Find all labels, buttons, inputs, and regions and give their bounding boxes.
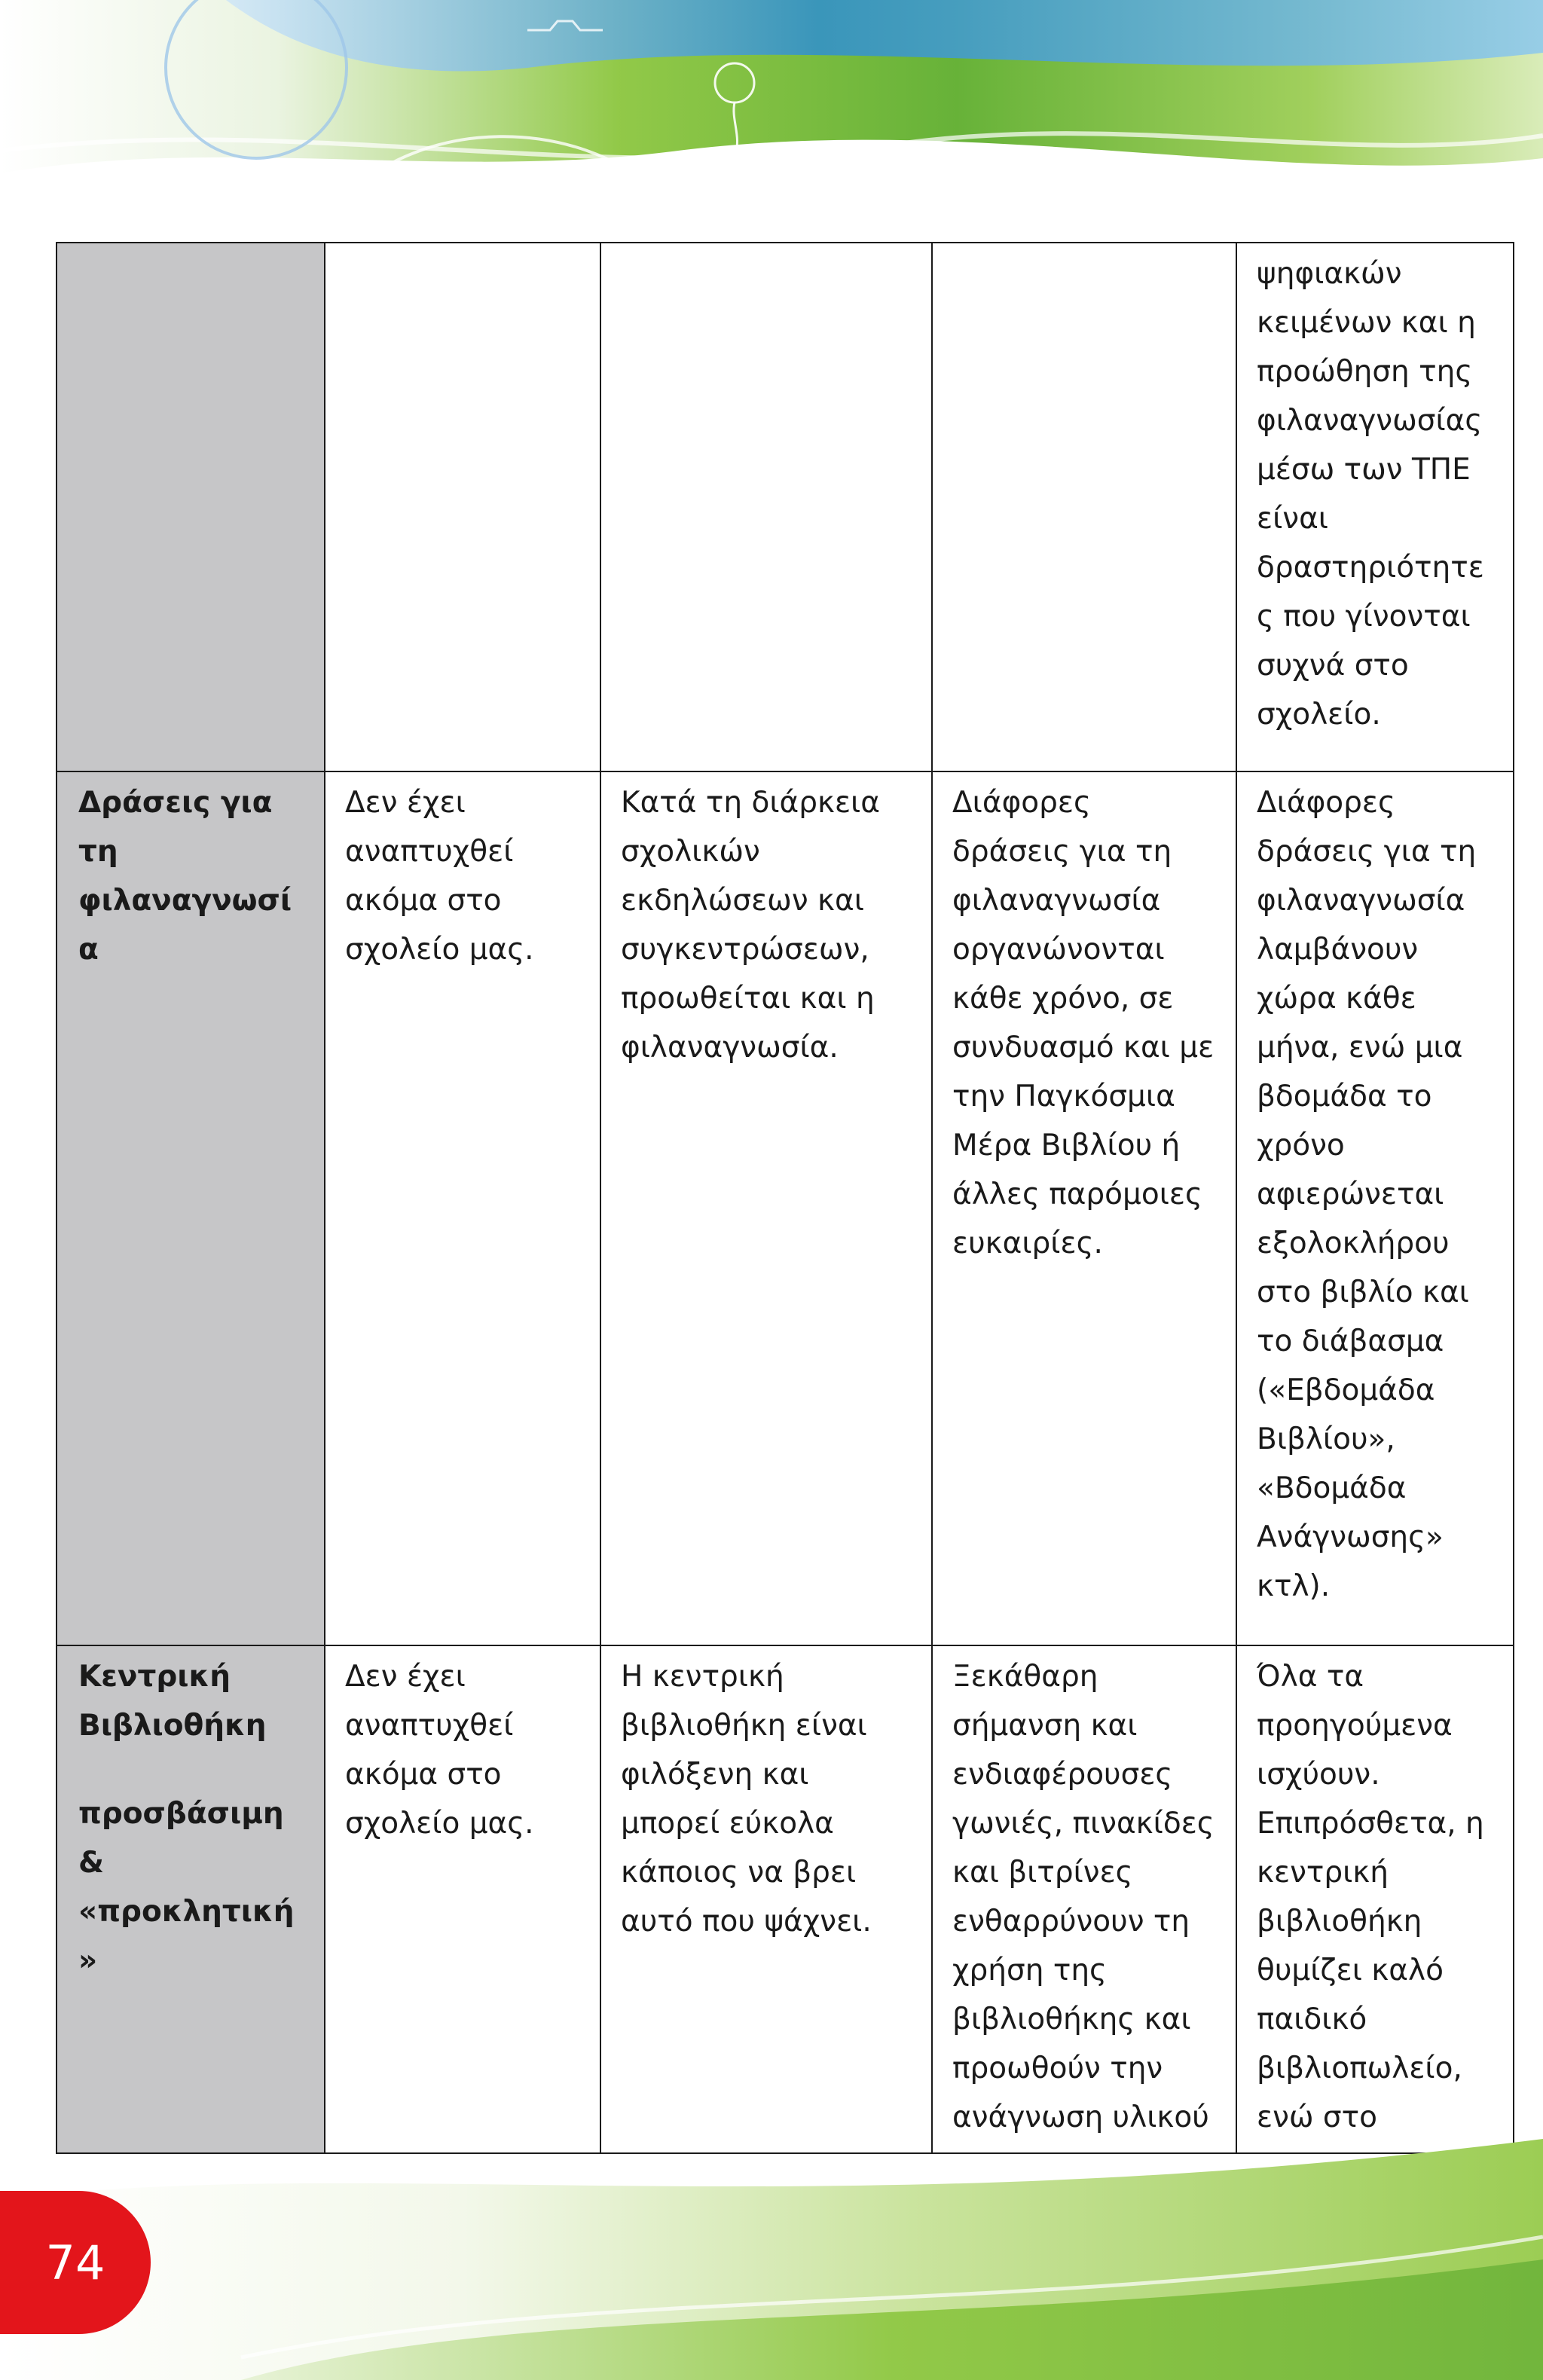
- level-2-cell: [600, 243, 932, 771]
- level-4-cell: Διάφορες δράσεις για τη φιλαναγνωσία λαμβάνουν χώρα κάθε μήνα, ενώ μια βδομάδα το χρόνο αφιερώνεται εξολοκλήρου στο βιβλίο και το διάβασμα («Εβδομάδα Βιβλίου», «Βδομάδα Ανάγνωσης» κτλ).: [1236, 771, 1514, 1645]
- table-row: [57, 243, 1514, 771]
- level-1-cell: Δεν έχει αναπτυχθεί ακόμα στο σχολείο μας.: [325, 771, 600, 1645]
- level-1-cell: [325, 243, 600, 771]
- level-3-cell: [932, 243, 1236, 771]
- footer-decoration: [0, 2109, 1543, 2380]
- row-label-cell: Δράσεις για τη φιλαναγνωσία: [57, 771, 325, 1645]
- level-1-cell: Δεν έχει αναπτυχθεί ακόμα στο σχολείο μας.: [325, 1645, 600, 2153]
- level-4-cell: ψηφιακών κειμένων και η προώθηση της φιλαναγνωσίας μέσω των ΤΠΕ είναι δραστηριότητες που γίνονται συχνά στο σχολείο.: [1236, 243, 1514, 771]
- row-label-cell: [57, 1645, 325, 2153]
- page-number: 74: [45, 2235, 105, 2290]
- rubric-table-container: [56, 242, 1513, 2154]
- level-4-cell: Όλα τα προηγούμενα ισχύουν. Επιπρόσθετα, η κεντρική βιβλιοθήκη θυμίζει καλό παιδικό βιβλιοπωλείο, ενώ στο: [1236, 1645, 1514, 2153]
- header-decoration: [0, 0, 1543, 226]
- row-label-cell: [57, 243, 325, 771]
- page-number-badge: [0, 2191, 151, 2334]
- row-label-title: Κεντρική Βιβλιοθήκη: [78, 1660, 267, 1743]
- level-3-cell: Ξεκάθαρη σήμανση και ενδιαφέρουσες γωνιές, πινακίδες και βιτρίνες ενθαρρύνουν τη χρήση της βιβλιοθήκης και προωθούν την ανάγνωση υλικού: [932, 1645, 1236, 2153]
- table-row: [57, 771, 1514, 1645]
- table-row: [57, 1645, 1514, 2153]
- level-2-cell: Κατά τη διάρκεια σχολικών εκδηλώσεων και συγκεντρώσεων, προωθείται και η φιλαναγνωσία.: [600, 771, 932, 1645]
- level-2-cell: Η κεντρική βιβλιοθήκη είναι φιλόξενη και μπορεί εύκολα κάποιος να βρει αυτό που ψάχνει.: [600, 1645, 932, 2153]
- level-3-cell: Διάφορες δράσεις για τη φιλαναγνωσία οργανώνονται κάθε χρόνο, σε συνδυασμό και με την Παγκόσμια Μέρα Βιβλίου ή άλλες παρόμοιες ευκαιρίες.: [932, 771, 1236, 1645]
- row-label-subtitle: προσβάσιμη & «προκλητική»: [78, 1797, 295, 1978]
- rubric-table: [56, 242, 1514, 2154]
